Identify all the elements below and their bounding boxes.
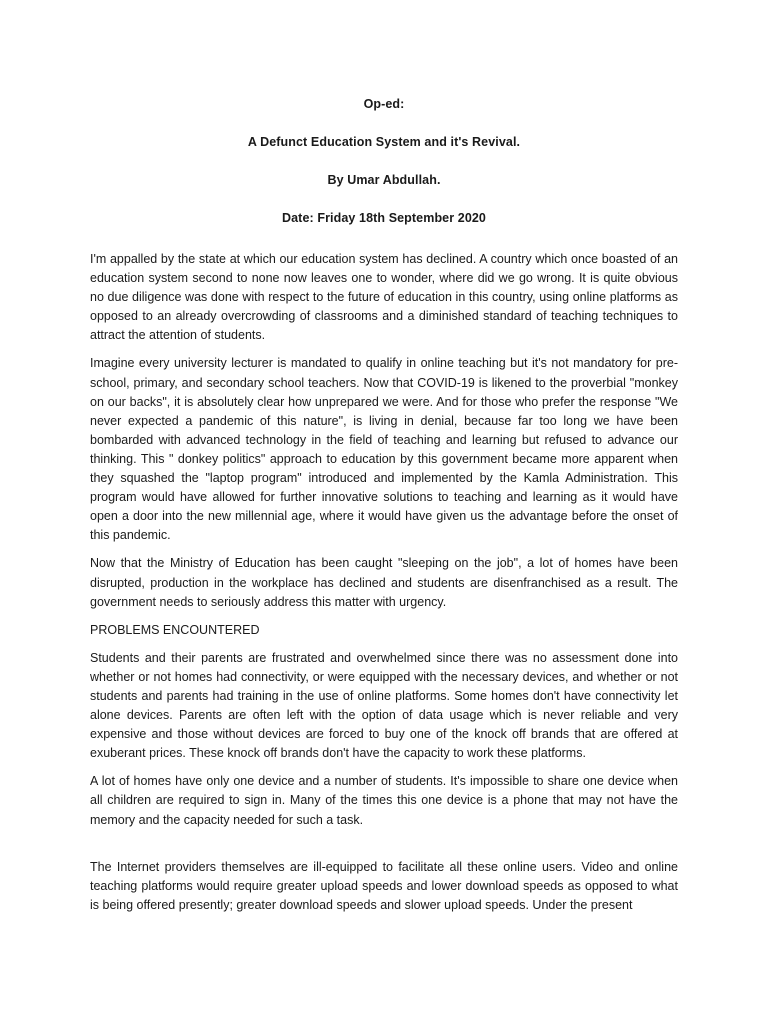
paragraph: Now that the Ministry of Education has been caught "sleeping on the job", a lot of homes have been disrupted, production in the workplace has declined and students are disenfranchised as a result. The government needs to seriously address this matter with urgency. [90, 556, 678, 609]
document-date: Date: Friday 18th September 2020 [282, 211, 486, 225]
blank-line [90, 839, 678, 858]
paragraph: I'm appalled by the state at which our education system has declined. A country which once boasted of an education system second to none now leaves one to wonder, where did we go wrong. It is quite obvious no due diligence was done with respect to the future of education in this country, using online platforms as opposed to an already overcrowding of classrooms and a diminished standard of teaching techniques to attract the attention of students. [90, 252, 678, 343]
paragraph: Students and their parents are frustrated and overwhelmed since there was no assessment done into whether or not homes had connectivity, or were equipped with the necessary devices, and whether or not students and parents had training in the use of online platforms. Some homes don't have connectivity let alone devices. Parents are often left with the option of data usage which is never reliable and very expensive and those without devices are forced to buy one of the knock off brands that are offered at exuberant prices. These knock off brands don't have the capacity to work these platforms. [90, 650, 678, 761]
document-title: A Defunct Education System and it's Revival. [247, 135, 521, 149]
paragraph: A lot of homes have only one device and a number of students. It's impossible to share one device when all children are required to sign in. Many of the times this one device is a phone that may not have the memory and the capacity needed for such a task. [90, 774, 678, 827]
section-heading: PROBLEMS ENCOUNTERED [90, 622, 260, 637]
document-label: Op-ed: [363, 97, 405, 111]
document-author: By Umar Abdullah. [327, 173, 441, 187]
document-body [90, 250, 678, 924]
paragraph: Imagine every university lecturer is mandated to qualify in online teaching but it's not mandatory for pre-school, primary, and secondary school teachers. Now that COVID-19 is likened to the proverbial "monkey on our backs", it is absolutely clear how unprepared we were. And for those who prefer the response "We never expected a pandemic of this nature", is living in denial, because far too long we have been bombarded with advanced technology in the field of teaching and learning but refused to advance our thinking. This " donkey politics" approach to education by this government became more apparent when they squashed the "laptop program" introduced and implemented by the Kamla Administration. This program would have allowed for further innovative solutions to teaching and learning as it would have open a door into the new millennial age, where it would have given us the advantage before the onset of this pandemic. [90, 356, 678, 543]
paragraph: The Internet providers themselves are ill-equipped to facilitate all these online users. Video and online teaching platforms would require greater upload speeds and lower download speeds as opposed to what is being offered presently; greater download speeds and slower upload speeds. Under the present [90, 859, 678, 912]
